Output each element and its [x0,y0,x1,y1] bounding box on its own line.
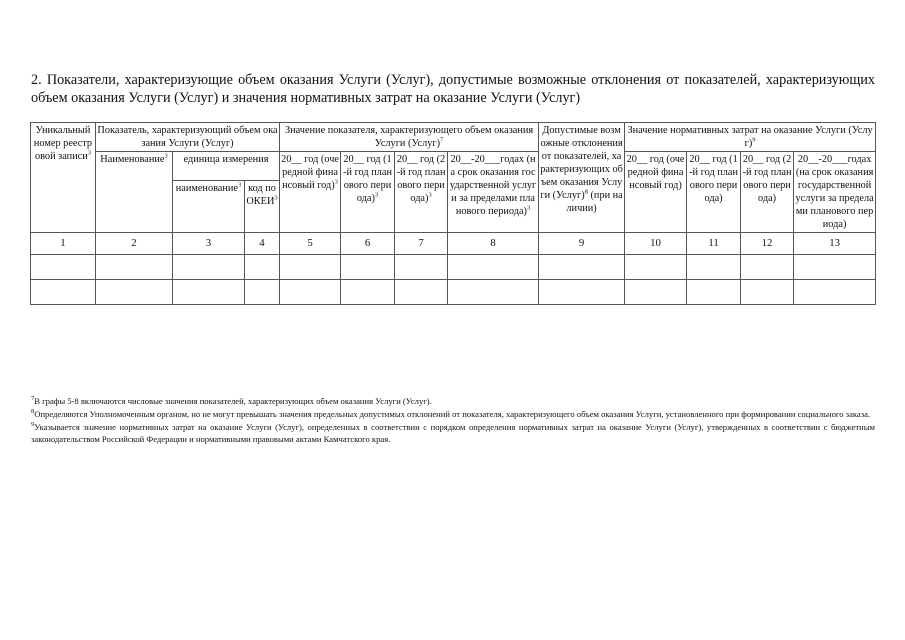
table-cell[interactable] [741,255,794,280]
table-cell[interactable] [280,280,341,305]
table-cell[interactable] [448,255,539,280]
column-number: 12 [741,233,794,255]
footnotes [31,395,875,446]
table-cell[interactable] [539,280,625,305]
table-cell[interactable] [245,255,280,280]
section-heading: 2. Показатели, характеризующие объем оказания Услуги (Услуг), допустимые возможные отклонения от показателей, характеризующих объем оказания Услуги (Услуг) и значения нормативных затрат на оказание Услуги (Услуг) [31,72,875,106]
header-normative-costs: Значение нормативных затрат на оказание Услуги (Услуг)$^9$ [625,123,876,152]
header-deviation: Допустимые возможные отклонения от показателей, характеризующих объем оказания Услуги (Услуг)$^8$ (при наличии) [539,123,625,233]
table-cell[interactable] [341,255,395,280]
column-number: 8 [448,233,539,255]
column-number: 2 [96,233,173,255]
column-number: 11 [687,233,741,255]
table-cell[interactable] [687,280,741,305]
indicators-table [30,122,876,305]
table-cell[interactable] [96,280,173,305]
table-cell[interactable] [341,280,395,305]
header-unit: единица измерения [173,152,280,181]
header-value-current-year: 20__ год (очередной финансовый год)$^3$ [280,152,341,233]
table-cell[interactable] [173,255,245,280]
column-number: 4 [245,233,280,255]
header-value-term: 20__-20___годах (на срок оказания государственной услуги за пределами планового периода)$^3$ [448,152,539,233]
header-indicator-value: Значение показателя, характеризующего объем оказания Услуги (Услуг)$^7$ [280,123,539,152]
header-value-first-plan-year: 20__ год (1-й год планового периода)$^3$ [341,152,395,233]
footnote-9: $^9$Указывается значение нормативных затрат на оказание Услуги (Услуг), определенных в соответствии с порядком определения нормативных затрат на оказание Услуги (Услуг), утвержденных в соответствии с бюджетным законодательством Российской Федерации и нормативными правовыми актами Камчатского края. [31,421,875,444]
header-unit-name: наименование$^3$ [173,180,245,232]
column-number: 10 [625,233,687,255]
column-number: 13 [794,233,876,255]
column-number: 1 [31,233,96,255]
table-cell[interactable] [395,255,448,280]
table-cell[interactable] [625,280,687,305]
table-cell[interactable] [280,255,341,280]
column-number: 6 [341,233,395,255]
table-cell[interactable] [245,280,280,305]
column-number-row [31,233,876,255]
column-number: 7 [395,233,448,255]
table-cell[interactable] [741,280,794,305]
header-costs-first-plan-year: 20__ год (1-й год планового периода) [687,152,741,233]
table-cell[interactable] [794,255,876,280]
header-name: Наименование$^3$ [96,152,173,233]
table-cell[interactable] [625,255,687,280]
header-value-second-plan-year: 20__ год (2-й год планового периода)$^3$ [395,152,448,233]
column-number: 9 [539,233,625,255]
header-indicator: Показатель, характеризующий объем оказания Услуги (Услуг) [96,123,280,152]
header-costs-term: 20__-20___годах (на срок оказания государственной услуги за пределами планового периода) [794,152,876,233]
indicators-table-wrapper [30,122,875,305]
footnote-8: $^8$Определяются Уполномоченным органом, но не могут превышать значения предельных допустимых отклонений от показателя, характеризующего объем оказания Услуги, установленного при формировании социального заказа. [31,408,871,419]
header-okei-code: код по ОКЕИ$^3$ [245,180,280,232]
header-costs-second-plan-year: 20__ год (2-й год планового периода) [741,152,794,233]
column-number: 3 [173,233,245,255]
table-cell[interactable] [539,255,625,280]
table-cell[interactable] [448,280,539,305]
table-cell[interactable] [31,255,96,280]
footnote-7: $^7$В графы 5-8 включаются числовые значения показателей, характеризующих объем оказания Услуги (Услуг). [31,395,432,406]
header-unique-number: Уникальный номер реестровой записи$^3$ [31,123,96,233]
table-row [31,255,876,280]
table-cell[interactable] [31,280,96,305]
table-cell[interactable] [173,280,245,305]
table-cell[interactable] [794,280,876,305]
table-row [31,280,876,305]
header-costs-current-year: 20__ год (очередной финансовый год) [625,152,687,233]
table-cell[interactable] [687,255,741,280]
table-cell[interactable] [395,280,448,305]
table-cell[interactable] [96,255,173,280]
column-number: 5 [280,233,341,255]
